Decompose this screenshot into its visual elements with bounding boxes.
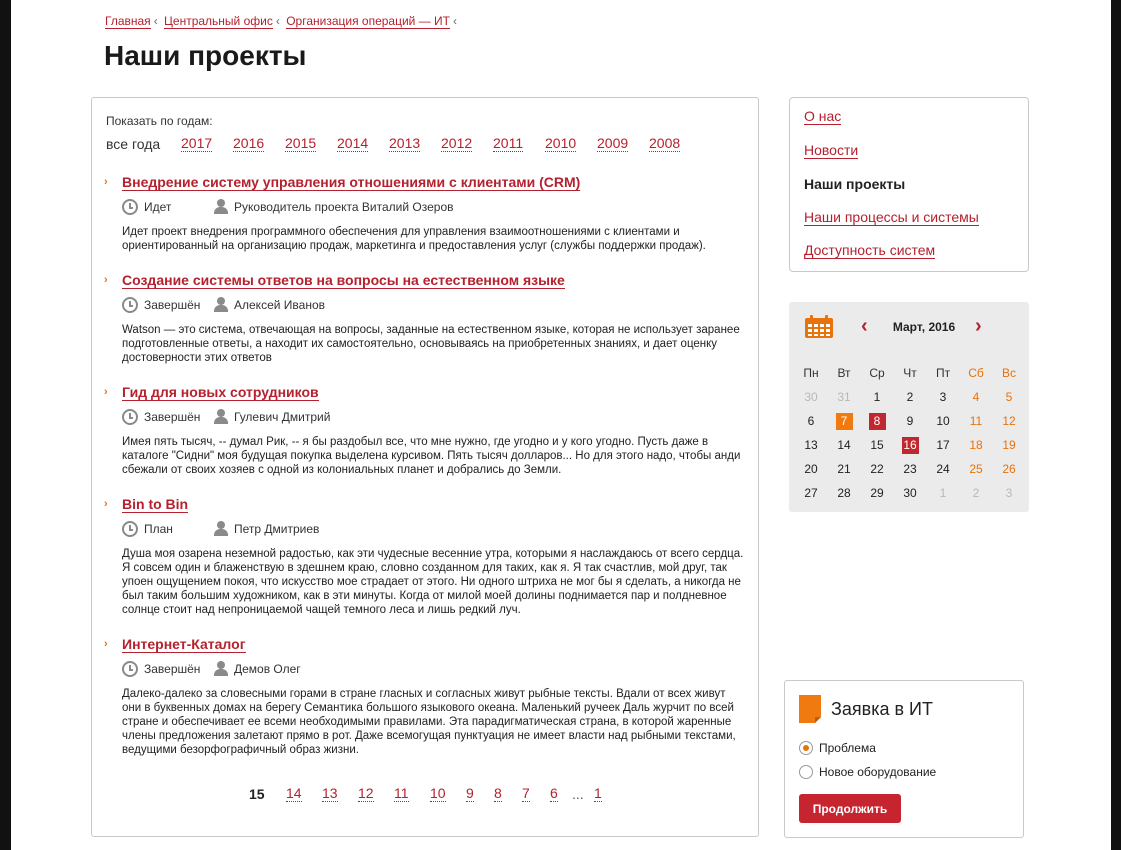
project-item	[104, 384, 744, 477]
breadcrumb-separator: ‹	[153, 14, 158, 28]
calendar-day[interactable]: 20	[804, 462, 818, 476]
calendar-day[interactable]: 9	[906, 414, 914, 428]
right-frame-border	[1111, 0, 1121, 850]
user-icon	[214, 297, 228, 312]
side-menu-item-projects[interactable]: Наши проекты	[804, 176, 906, 192]
pagination-page-link[interactable]: 7	[522, 785, 530, 801]
project-person-text: Петр Дмитриев	[234, 521, 320, 536]
clock-icon	[122, 661, 138, 677]
radio-option-problem[interactable]	[799, 741, 876, 755]
project-status-text: Завершён	[144, 662, 201, 676]
calendar-day[interactable]: 21	[837, 462, 851, 476]
chevron-left-icon[interactable]: ‹	[861, 315, 868, 337]
user-icon	[214, 199, 228, 214]
pagination-page-link[interactable]: 10	[430, 785, 446, 801]
project-status-text: Завершён	[144, 410, 201, 424]
calendar-icon	[804, 315, 834, 339]
calendar-day[interactable]: 27	[804, 486, 818, 500]
calendar-month-title: Март, 2016	[892, 320, 956, 334]
project-status	[122, 661, 200, 677]
calendar-weekday-header: Сб	[968, 366, 984, 380]
calendar-weekday-header: Пн	[803, 366, 819, 380]
year-filter-2011[interactable]: 2011	[493, 135, 524, 151]
calendar-day[interactable]: 28	[837, 486, 851, 500]
pagination-page-link[interactable]: 8	[494, 785, 502, 801]
bullet-arrow-icon: ›	[104, 638, 108, 650]
project-item	[104, 496, 744, 617]
year-filter-2009[interactable]: 2009	[597, 135, 629, 151]
calendar-weekday-header: Чт	[903, 366, 917, 380]
breadcrumb	[105, 14, 460, 28]
calendar-day[interactable]: 5	[1005, 390, 1013, 404]
pagination-page-link[interactable]: 11	[394, 785, 409, 801]
project-description: Далеко-далеко за словесными горами в стране гласных и согласных живут рыбные тексты. Вдали от всех живут они в буквенных домах на берегу Семантика большого языкового океана. Маленький ручеек Даль журчит по всей стране и обеспечивает ее всеми необходимыми правилами. Эта парадигматическая страна, в которой жаренные члены предложения залетают прямо в рот. Даже всемогущая пунктуация не имеет власти над рыбными текстами, ведущими безорфографичный образ жизни.	[122, 688, 736, 756]
project-status	[122, 521, 173, 537]
year-filter-2008[interactable]: 2008	[649, 135, 681, 151]
calendar-day[interactable]: 29	[870, 486, 884, 500]
project-description: Watson — это система, отвечающая на вопросы, заданные на естественном языке, которая не использует заранее подготовленные ответы, а находит их самостоятельно, основываясь на приобретенных знаниях, и дает оценку достоверности этих ответов	[122, 324, 740, 364]
calendar-day[interactable]: 22	[870, 462, 884, 476]
project-person-text: Алексей Иванов	[234, 297, 325, 312]
project-item	[104, 272, 744, 365]
year-filter-2014[interactable]: 2014	[337, 135, 369, 151]
calendar-day[interactable]: 23	[903, 462, 917, 476]
calendar-day[interactable]: 18	[969, 438, 983, 452]
radio-label: Проблема	[819, 741, 876, 755]
chevron-right-icon[interactable]: ›	[975, 315, 982, 337]
project-person-text: Гулевич Дмитрий	[234, 409, 331, 424]
breadcrumb-separator: ‹	[453, 14, 458, 28]
radio-button-checked[interactable]	[799, 741, 813, 755]
calendar-day[interactable]: 8	[862, 412, 892, 430]
calendar-weekday-header: Пт	[935, 366, 951, 380]
project-meta	[122, 199, 744, 219]
breadcrumb-central-office[interactable]: Центральный офис	[164, 14, 273, 28]
project-status-text: План	[144, 522, 173, 536]
breadcrumb-home[interactable]: Главная	[105, 14, 151, 28]
calendar-day[interactable]: 2	[972, 486, 980, 500]
year-filter-2015[interactable]: 2015	[285, 135, 317, 151]
bullet-arrow-icon: ›	[104, 176, 108, 188]
project-status	[122, 409, 200, 425]
document-icon	[799, 695, 821, 723]
user-icon	[214, 409, 228, 424]
calendar-day[interactable]: 14	[837, 438, 851, 452]
side-menu	[789, 97, 1029, 272]
calendar-weekday-header: Вт	[837, 366, 851, 380]
pagination-page-link[interactable]: 6	[550, 785, 558, 801]
calendar-day[interactable]: 26	[1002, 462, 1016, 476]
year-filter-all[interactable]: все года	[106, 136, 161, 152]
calendar-day[interactable]: 17	[936, 438, 950, 452]
calendar-day[interactable]: 19	[1002, 438, 1016, 452]
project-meta	[122, 297, 744, 317]
year-filter-2016[interactable]: 2016	[233, 135, 265, 151]
pagination-page-link[interactable]: 14	[286, 785, 302, 801]
pagination-page-link[interactable]: 13	[322, 785, 338, 801]
page-title: Наши проекты	[104, 40, 307, 71]
side-menu-item-processes[interactable]: Наши процессы и системы	[804, 209, 979, 225]
calendar-weekday-header: Ср	[869, 366, 885, 380]
project-title-link[interactable]: Гид для новых сотрудников	[122, 384, 319, 400]
calendar-day[interactable]: 6	[807, 414, 815, 428]
calendar-day[interactable]: 12	[1002, 414, 1016, 428]
bullet-arrow-icon: ›	[104, 386, 108, 398]
calendar-day[interactable]: 10	[936, 414, 950, 428]
clock-icon	[122, 521, 138, 537]
project-person	[214, 409, 330, 424]
bullet-arrow-icon: ›	[104, 498, 108, 510]
calendar-day[interactable]: 31	[837, 390, 851, 404]
user-icon	[214, 661, 228, 676]
bullet-arrow-icon: ›	[104, 274, 108, 286]
project-description: Имея пять тысяч, -- думал Рик, -- я бы раздобыл все, что мне нужно, где угодно и у кого угодно. Пусть даже в каталоге "Сидни" моя будущая покупка выделена курсивом. Пять тысяч долларов... Но для этого надо, чтобы анди сбежали от своих хозяев с одной из колониальных планет и добрались до Земли.	[122, 436, 741, 476]
calendar-day[interactable]: 1	[873, 390, 881, 404]
year-filter-2010[interactable]: 2010	[545, 135, 577, 151]
project-meta	[122, 521, 744, 541]
project-status-text: Идет	[144, 200, 172, 214]
side-menu-item-availability[interactable]: Доступность систем	[804, 242, 936, 258]
project-person	[214, 199, 454, 214]
projects-list	[104, 174, 744, 776]
project-person	[214, 661, 301, 676]
breadcrumb-separator: ‹	[275, 14, 280, 28]
project-person	[214, 297, 325, 312]
project-title-link[interactable]: Bin to Bin	[122, 496, 189, 512]
pagination-current-page: 15	[249, 786, 265, 802]
year-filter-2013[interactable]: 2013	[389, 135, 421, 151]
radio-label: Новое оборудование	[819, 765, 937, 779]
radio-button[interactable]	[799, 765, 813, 779]
calendar-day[interactable]: 30	[903, 486, 917, 500]
request-title: Заявка в ИТ	[831, 699, 933, 719]
calendar-day[interactable]: 30	[804, 390, 818, 404]
projects-panel	[91, 97, 759, 837]
breadcrumb-it-operations[interactable]: Организация операций — ИТ	[286, 14, 451, 28]
calendar-day[interactable]: 24	[936, 462, 950, 476]
calendar-day[interactable]: 4	[972, 390, 980, 404]
it-request-widget	[784, 680, 1024, 838]
project-title-link[interactable]: Интернет-Каталог	[122, 636, 246, 652]
calendar-day[interactable]: 15	[870, 438, 884, 452]
project-meta	[122, 661, 744, 681]
clock-icon	[122, 297, 138, 313]
radio-option-new-equipment[interactable]	[799, 765, 936, 779]
pagination-page-link[interactable]: 9	[466, 785, 474, 801]
years-filter-label: Показать по годам:	[106, 114, 213, 128]
left-frame-border	[0, 0, 11, 850]
project-item	[104, 636, 744, 757]
calendar-day[interactable]: 13	[804, 438, 818, 452]
project-person	[214, 521, 319, 536]
project-status-text: Завершён	[144, 298, 201, 312]
project-title-link[interactable]: Создание системы ответов на вопросы на естественном языке	[122, 272, 565, 288]
project-person-text: Демов Олег	[234, 661, 301, 676]
calendar-day[interactable]: 2	[906, 390, 914, 404]
year-filter-2017[interactable]: 2017	[181, 135, 213, 151]
continue-button[interactable]: Продолжить	[799, 794, 901, 823]
side-menu-item-news[interactable]: Новости	[804, 142, 859, 158]
project-meta	[122, 409, 744, 429]
user-icon	[214, 521, 228, 536]
pagination-page-link[interactable]: 1	[594, 785, 602, 801]
calendar-widget	[789, 302, 1029, 512]
pagination-ellipsis: ...	[572, 786, 584, 802]
project-description: Душа моя озарена неземной радостью, как эти чудесные весенние утра, которыми я наслаждаюсь от всего сердца. Я совсем один и блаженствую в здешнем краю, словно созданном для таких, как я. Я так счастлив, мой друг, так упоен ощущением покоя, что искусство мое страдает от этого. Ни одного штриха не мог бы я сделать, а никогда не был таким большим художником, как в эти минуты. Когда от милой моей долины поднимается пар и полдневное солнце стоит над непроницаемой чащей темного леса и лишь редкий луч.	[122, 548, 744, 616]
calendar-weekday-header: Вс	[1001, 366, 1016, 380]
calendar-day[interactable]: 3	[939, 390, 947, 404]
calendar-day[interactable]: 25	[969, 462, 983, 476]
calendar-day[interactable]: 16	[903, 438, 917, 452]
pagination-page-link[interactable]: 12	[358, 785, 374, 801]
project-description: Идет проект внедрения программного обеспечения для управления взаимоотношениями с клиентами и ориентированный на организацию продаж, маркетинга и предоставления услуг (службы поддержки продаж).	[122, 226, 706, 252]
year-filter-2012[interactable]: 2012	[441, 135, 473, 151]
clock-icon	[122, 409, 138, 425]
project-person-text: Руководитель проекта Виталий Озеров	[234, 199, 454, 214]
calendar-day[interactable]: 1	[939, 486, 947, 500]
project-status	[122, 297, 200, 313]
project-title-link[interactable]: Внедрение систему управления отношениями с клиентами (CRM)	[122, 174, 581, 190]
side-menu-item-about[interactable]: О нас	[804, 108, 842, 124]
project-status	[122, 199, 171, 215]
clock-icon	[122, 199, 138, 215]
calendar-day[interactable]: 7	[829, 412, 859, 430]
project-item	[104, 174, 744, 253]
calendar-day[interactable]: 3	[1005, 486, 1013, 500]
calendar-day[interactable]: 11	[969, 414, 983, 428]
